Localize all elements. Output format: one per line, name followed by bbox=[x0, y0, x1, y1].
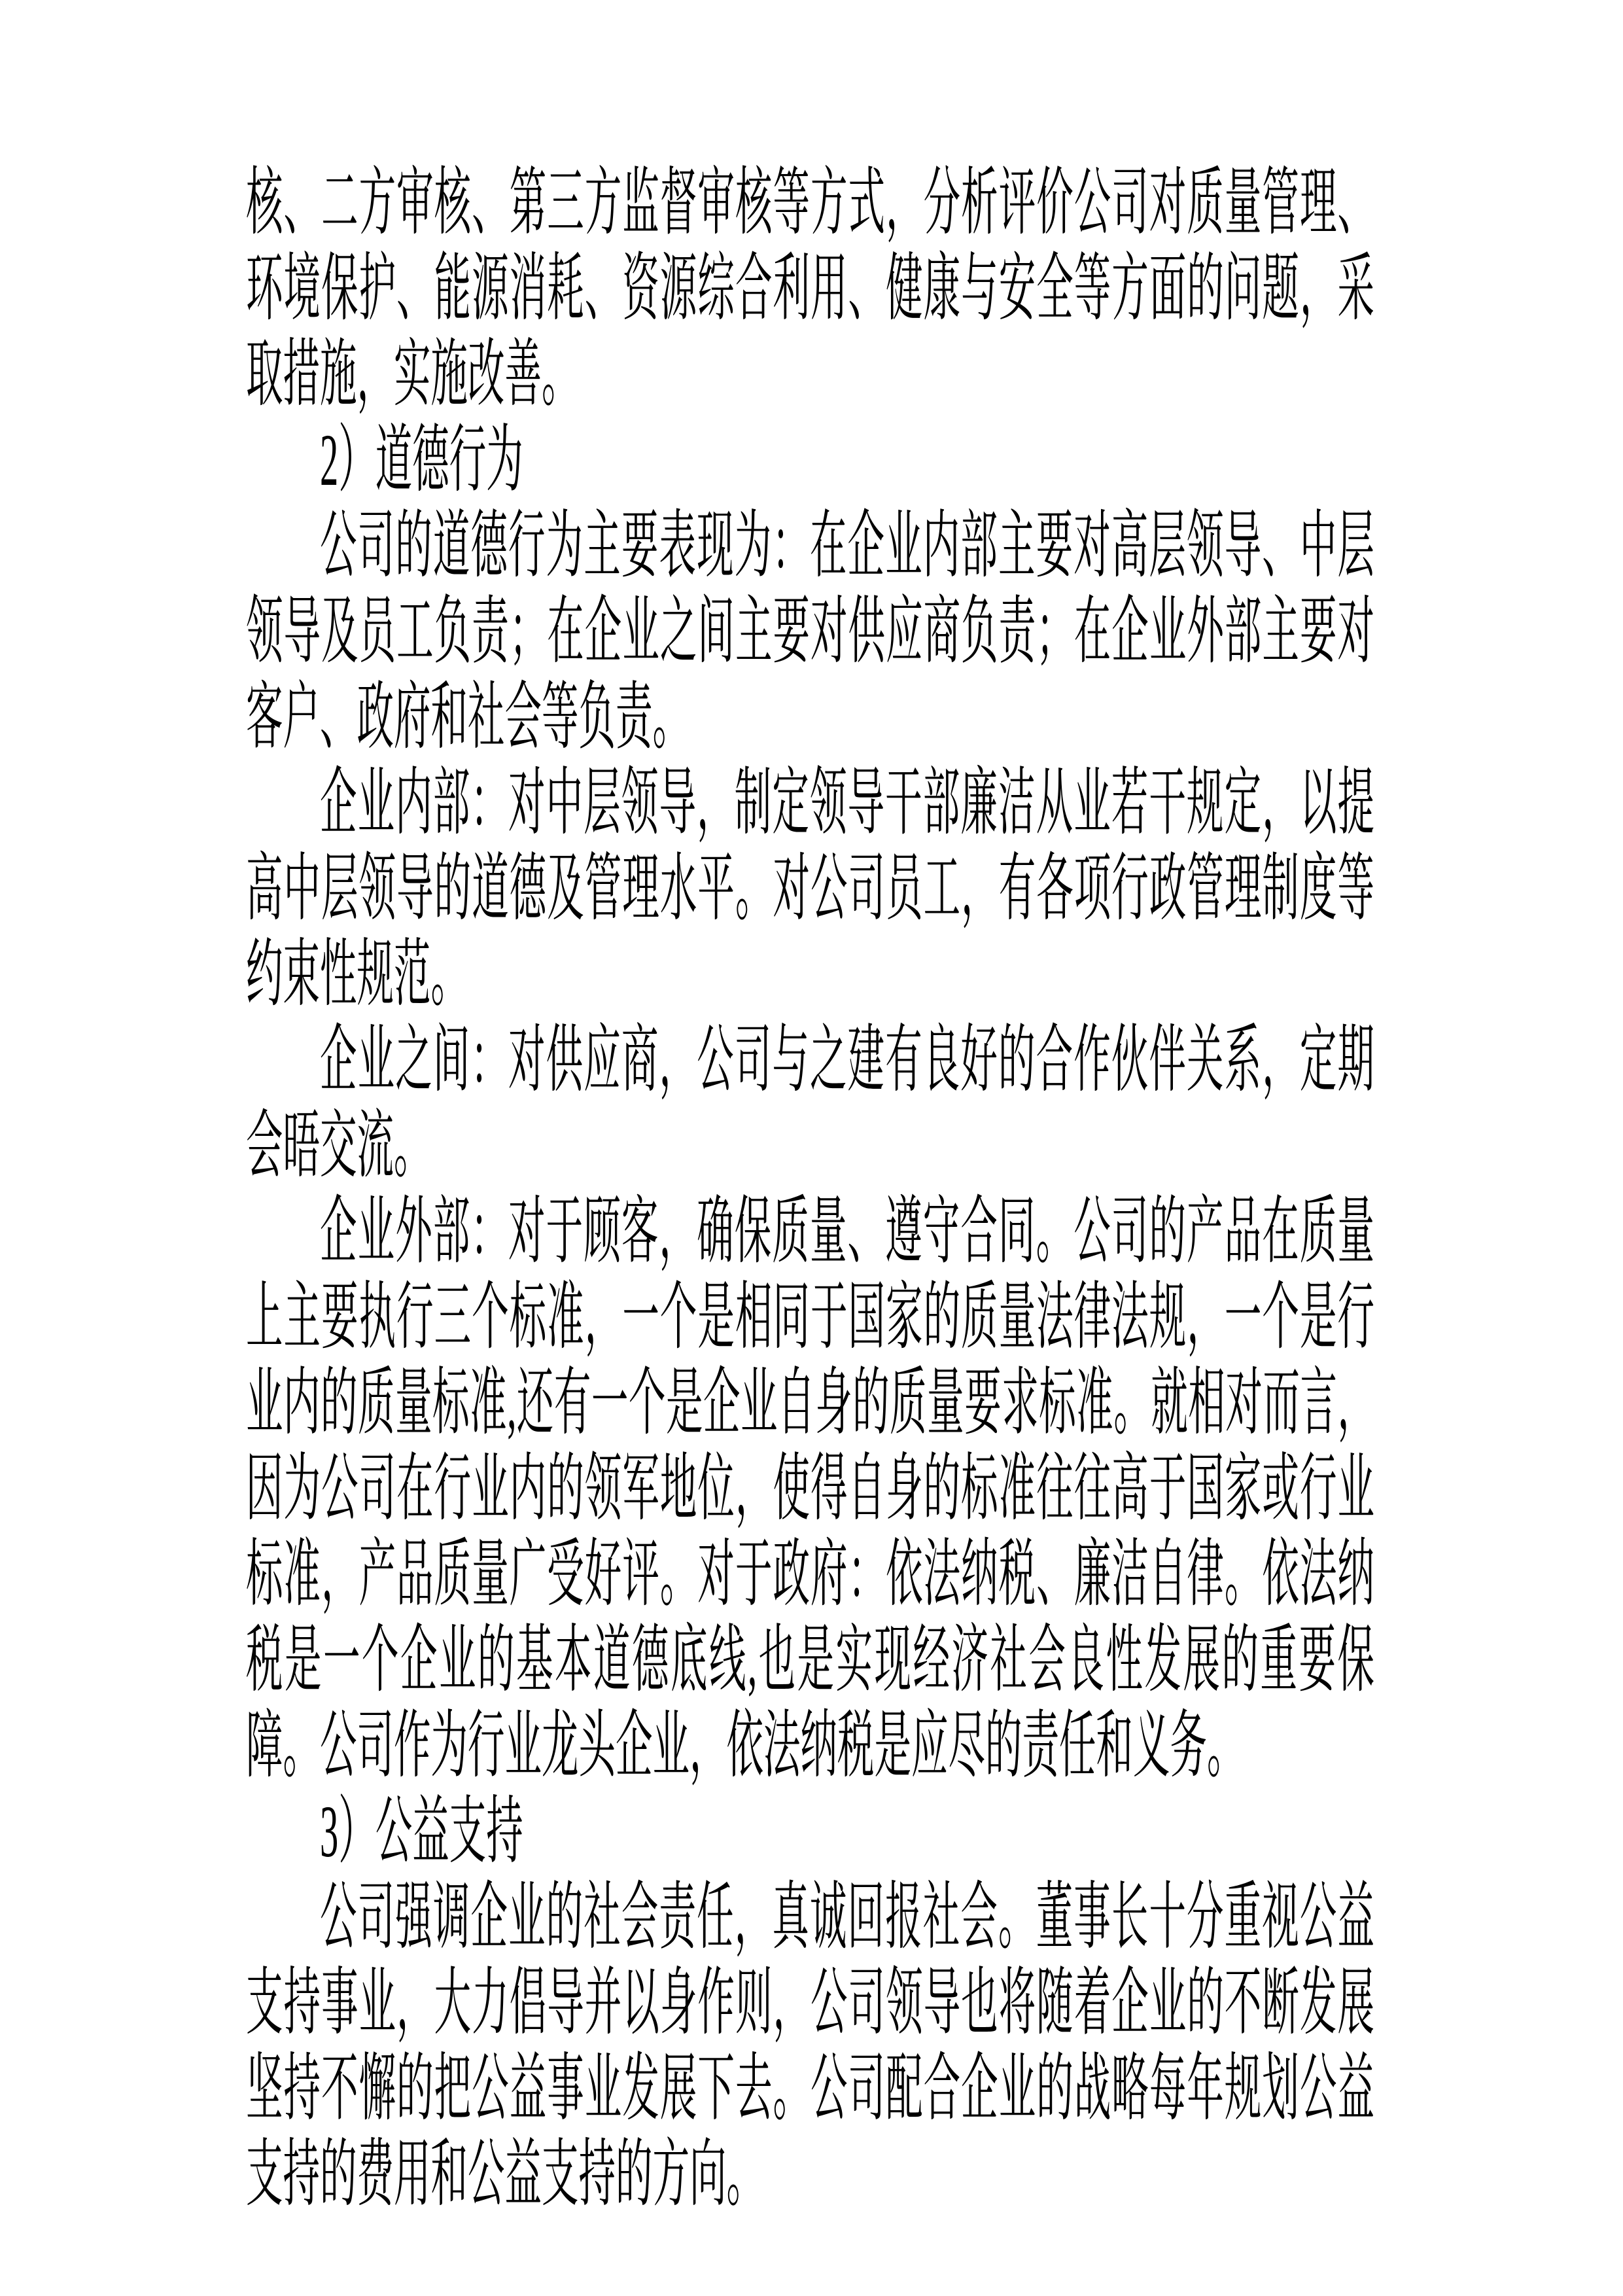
paragraph-external-ethics: 企业外部：对于顾客，确保质量、遵守合同。公司的产品在质量上主要执行三个标准，一个是相同于国家的质量法律法规，一个是行业内的质量标准,还有一个是企业自身的质量要求标准。就相对而言，因为公司在行业内的领军地位，使得自身的标准往往高于国家或行业标准，产品质量广受好评。对于政府：依法纳税、廉洁自律。依法纳税是一个企业的基本道德底线,也是实现经济社会良性发展的重要保障。公司作为行业龙头企业，依法纳税是应尽的责任和义务。 bbox=[246, 1191, 1374, 1787]
document-text-block bbox=[246, 160, 1374, 2217]
section-heading-public-welfare: 3）公益支持 bbox=[320, 1791, 523, 1873]
paragraph-public-welfare: 公司强调企业的社会责任，真诚回报社会。董事长十分重视公益支持事业，大力倡导并以身作则，公司领导也将随着企业的不断发展坚持不懈的把公益事业发展下去。公司配合企业的战略每年规划公益支持的费用和公益支持的方向。 bbox=[246, 1877, 1374, 2216]
paragraph-ethics-overview: 公司的道德行为主要表现为：在企业内部主要对高层领导、中层领导及员工负责；在企业之间主要对供应商负责；在企业外部主要对客户、政府和社会等负责。 bbox=[246, 505, 1374, 758]
paragraph-internal-ethics: 企业内部：对中层领导，制定领导干部廉洁从业若干规定，以提高中层领导的道德及管理水平。对公司员工，有各项行政管理制度等约束性规范。 bbox=[246, 762, 1374, 1016]
section-heading-ethical-behavior: 2）道德行为 bbox=[320, 419, 523, 501]
paragraph-audit-continuation: 核、二方审核、第三方监督审核等方式，分析评价公司对质量管理、环境保护、能源消耗、资源综合利用、健康与安全等方面的问题，采取措施，实施改善。 bbox=[246, 162, 1374, 415]
paragraph-between-enterprises: 企业之间：对供应商，公司与之建有良好的合作伙伴关系，定期会晤交流。 bbox=[246, 1019, 1374, 1187]
